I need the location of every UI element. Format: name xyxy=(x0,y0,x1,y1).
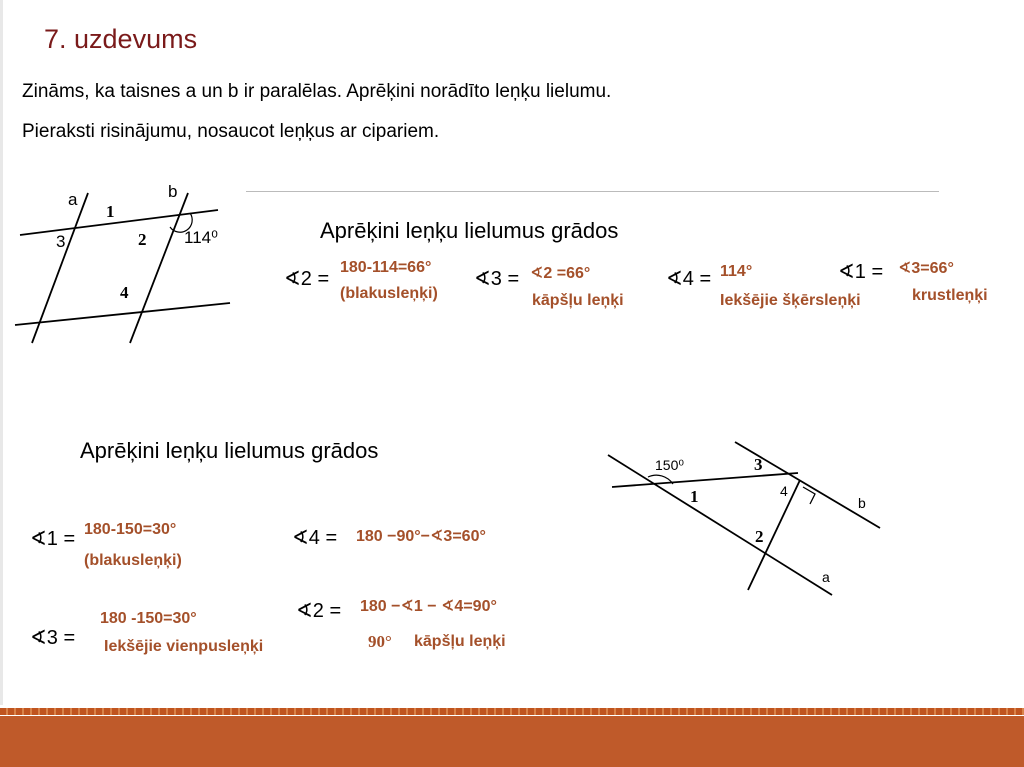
p1-angle3-label: ∢3 = xyxy=(474,268,520,290)
p1-angle4-reason: Iekšējie šķērsleņķi xyxy=(720,292,861,309)
label-2: 2 xyxy=(138,230,147,249)
divider-line xyxy=(246,191,939,192)
p2-angle4-label: ∢4 = xyxy=(292,527,338,549)
parallel-lines-diagram-1 xyxy=(10,175,250,350)
p2-angle1-reason: (blakusleņķi) xyxy=(84,552,182,569)
label-2: 2 xyxy=(755,527,764,546)
label-1: 1 xyxy=(690,487,699,506)
p1-angle2-label: ∢2 = xyxy=(284,268,330,290)
label-3: 3 xyxy=(754,455,763,474)
p1-angle1-calc: ∢3=66° xyxy=(898,260,954,277)
p2-angle2-calc: 180 −∢1 − ∢4=90° xyxy=(360,598,497,615)
transversal-bottom xyxy=(15,303,230,325)
label-150: 150⁰ xyxy=(655,457,684,473)
label-1: 1 xyxy=(106,202,115,221)
footer-bar xyxy=(0,716,1024,767)
p2-angle3-label: ∢3 = xyxy=(30,627,76,649)
label-4: 4 xyxy=(780,483,788,499)
label-b: b xyxy=(858,495,866,511)
p2-angle2-label: ∢2 = xyxy=(296,600,342,622)
task-line-2: Pieraksti risinājumu, nosaucot leņķus ar cipariem. xyxy=(22,121,440,142)
p2-angle1-calc: 180-150=30° xyxy=(84,521,177,538)
p2-angle3-reason: Iekšējie vienpusleņķi xyxy=(104,638,264,655)
p1-angle2-calc: 180-114=66° xyxy=(340,259,432,276)
p2-angle4-calc: 180 −90°−∢3=60° xyxy=(356,528,486,545)
p1-angle4-label: ∢4 = xyxy=(666,268,712,290)
part2-heading: Aprēķini leņķu lielumus grādos xyxy=(80,438,379,463)
left-edge-bar xyxy=(0,0,3,705)
label-3: 3 xyxy=(56,232,66,251)
p1-angle1-label: ∢1 = xyxy=(838,261,884,283)
p2-angle1-label: ∢1 = xyxy=(30,528,76,550)
line-b xyxy=(130,193,188,343)
line-a xyxy=(608,455,832,595)
p2-angle2-value: 90° xyxy=(368,632,392,651)
p2-angle2-reason: kāpšļu leņķi xyxy=(414,633,506,650)
label-a: a xyxy=(822,569,830,585)
p1-angle3-calc: ∢2 =66° xyxy=(530,265,591,282)
p1-angle1-reason: krustleņķi xyxy=(912,287,988,304)
right-angle-mark xyxy=(803,487,815,504)
parallel-lines-diagram-2 xyxy=(600,440,890,610)
part1-heading: Aprēķini leņķu lielumus grādos xyxy=(320,218,619,243)
label-114: 114⁰ xyxy=(184,228,218,247)
p1-angle3-reason: kāpšļu leņķi xyxy=(532,292,624,309)
p1-angle4-calc: 114° xyxy=(720,263,753,280)
p1-angle2-reason: (blakusleņķi) xyxy=(340,285,438,302)
slide-title: 7. uzdevums xyxy=(44,24,198,54)
label-a: a xyxy=(68,190,78,209)
footer-stripe xyxy=(0,708,1024,715)
label-b: b xyxy=(168,182,178,201)
p2-angle3-calc: 180 -150=30° xyxy=(100,610,197,627)
label-4: 4 xyxy=(120,283,129,302)
task-line-1: Zināms, ka taisnes a un b ir paralēlas. Aprēķini norādīto leņķu lielumu. xyxy=(22,81,612,102)
